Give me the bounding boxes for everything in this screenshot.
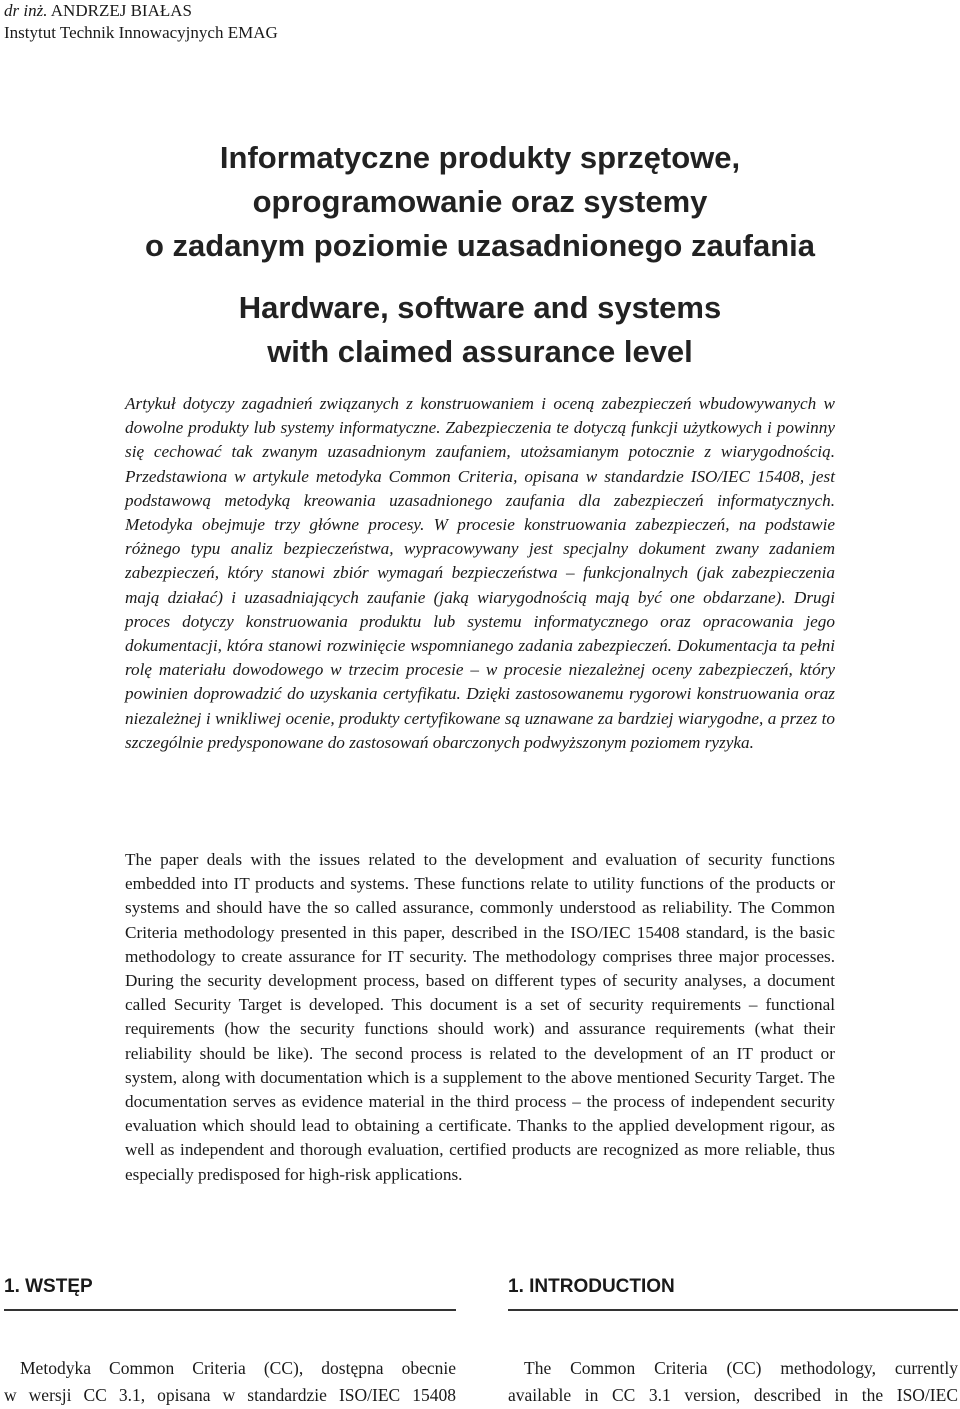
author-block xyxy=(4,0,278,44)
title-pl-line: oprogramowanie oraz systemy xyxy=(252,184,708,219)
author-affiliation: Instytut Technik Innowacyjnych EMAG xyxy=(4,23,278,42)
title-pl-line: Informatyczne produkty sprzętowe, xyxy=(219,140,741,175)
section-rule-en xyxy=(508,1309,958,1311)
section-heading-en: 1. INTRODUCTION xyxy=(508,1276,675,1297)
section-text-en xyxy=(508,1355,958,1409)
title-english xyxy=(0,286,960,374)
author-title-prefix: dr inż. xyxy=(4,1,48,20)
abstract-english: The paper deals with the issues related to the development and evaluation of security functions embedded into IT products and systems. These functions relate to utility functions of the products or systems and should have the so called assurance, commonly understood as reliability. The Common Criteria methodology presented in this paper, described in the ISO/IEC 15408 standard, is the basic methodology to create assurance for IT security. The methodology comprises three major processes. During the security development process, based on different types of security analyses, a document called Security Target is developed. This document is a set of security requirements – functional requirements (how the security functions should work) and assurance requirements (what their reliability should be like). The second process is related to the development of an IT product or system, along with documentation which is a supplement to the above mentioned Security Target. The documentation serves as evidence material in the third process – the process of independent security evaluation which should lead to obtaining a certificate. Thanks to the applied development rigour, as well as independent and thorough evaluation, certified products are recognized as more reliable, thus especially predisposed for high-risk applications. xyxy=(125,850,835,1184)
section-text-en-line: available in CC 3.1 version, described in the ISO/IEC xyxy=(508,1384,958,1405)
section-text-pl-line: Metodyka Common Criteria (CC), dostępna obecnie xyxy=(20,1357,456,1378)
section-rule-pl xyxy=(4,1309,456,1311)
section-introduction-english xyxy=(508,1276,958,1409)
title-en-line: with claimed assurance level xyxy=(267,334,693,369)
abstract-polish: Artykuł dotyczy zagadnień związanych z konstruowaniem i oceną zabezpieczeń wbudowywanych w dowolne produkty lub systemy informatyczne. Zabezpieczenia te dotyczą funkcji użytkowych i powinny się cechować tak zwanym uzasadnionym zaufaniem, utożsamianym potocznie z wiarygodnością. Przedstawiona w artykule metodyka Common Criteria, opisana w standardzie ISO/IEC 15408, jest podstawową metodyką kreowania uzasadnionego zaufania dla zabezpieczeń informatycznych. Metodyka obejmuje trzy główne procesy. W procesie konstruowania zabezpieczeń, na podstawie różnego typu analiz bezpieczeństwa, wypracowywany jest specjalny dokument zwany zadaniem zabezpieczeń, który stanowi zbiór wymagań bezpieczeństwa – funkcjonalnych (jak zabezpieczenia mają działać) i uzasadniających zaufanie (jaką wiarygodnością mają być one obdarzane). Drugi proces dotyczy konstruowania produktu lub systemu informatycznego oraz opracowania jego dokumentacji, która stanowi rozwinięcie wspomnianego zadania zabezpieczeń. Dokumentacja ta pełni rolę materiału dowodowego w trzecim procesie – w procesie niezależnej oceny zabezpieczeń, który powinien doprowadzić do uzyskania certyfikatu. Dzięki zastosowanemu rygorowi konstruowania oraz niezależnej i wnikliwej ocenie, produkty certyfikowane są uznawane za bardziej wiarygodne, a przez to szczególnie predysponowane do zastosowań obarczonych podwyższonym poziomem ryzyka. xyxy=(125,394,835,752)
section-text-pl xyxy=(4,1355,456,1409)
title-polish xyxy=(0,136,960,268)
title-pl-line: o zadanym poziomie uzasadnionego zaufania xyxy=(144,228,816,263)
author-surname: ANDRZEJ BIAŁAS xyxy=(50,1,192,20)
section-text-pl-line: w wersji CC 3.1, opisana w standardzie ISO/IEC 15408 xyxy=(4,1384,456,1405)
section-introduction-polish xyxy=(4,1276,456,1409)
author-name xyxy=(4,0,278,22)
title-en-line: Hardware, software and systems xyxy=(238,290,722,325)
section-heading-pl: 1. WSTĘP xyxy=(4,1276,93,1297)
section-text-en-line: The Common Criteria (CC) methodology, currently xyxy=(524,1357,958,1378)
